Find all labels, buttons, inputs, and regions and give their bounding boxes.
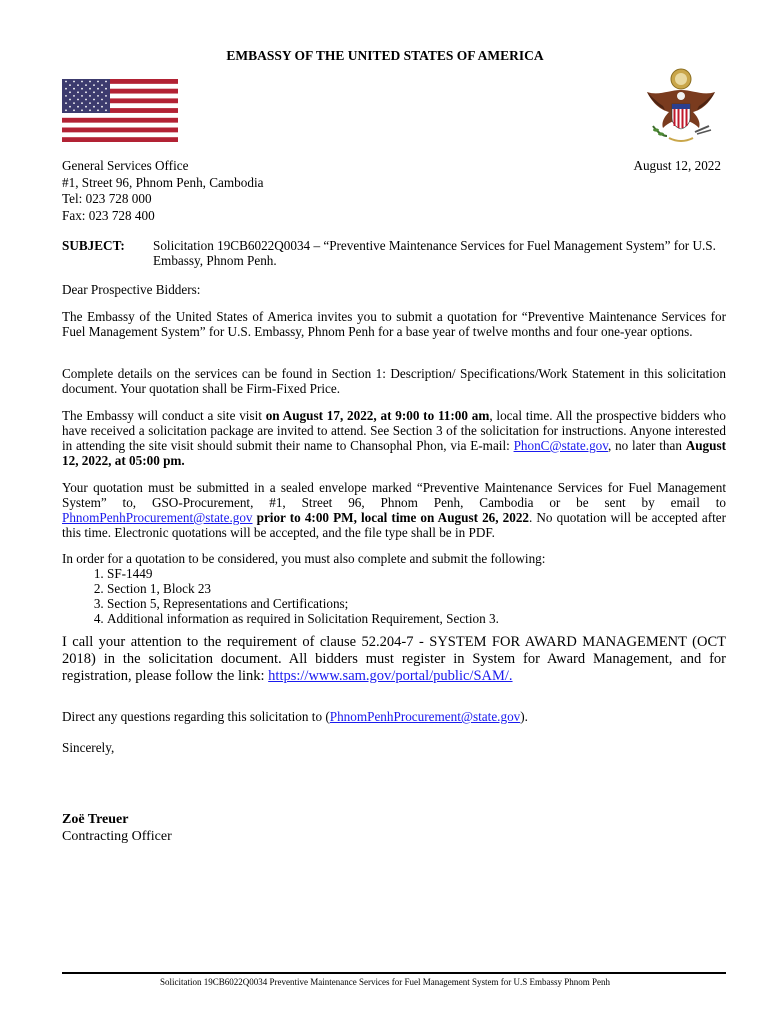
list-item: 4. Additional information as required in Solicitation Requirement, Section 3. (107, 611, 726, 626)
flag-star (85, 99, 87, 101)
registration-deadline: August 12, 2022, at 05:00 pm. (62, 438, 726, 468)
procurement-email-link[interactable]: PhnomPenhProcurement@state.gov (62, 510, 253, 525)
flag-star (105, 88, 107, 90)
flag-star (77, 106, 79, 108)
list-item: 2. Section 1, Block 23 (107, 581, 726, 596)
text: , no later than (608, 438, 686, 453)
flag-star (65, 88, 67, 90)
site-visit-date: on August 17, 2022, at 9:00 to 11:00 am (265, 408, 490, 423)
signoff: Sincerely, (62, 740, 115, 755)
paragraph-questions (62, 709, 726, 724)
flag-star (93, 106, 95, 108)
paragraph-requirements (62, 551, 726, 626)
telephone: Tel: 023 728 000 (62, 191, 152, 206)
text: ). (520, 709, 528, 724)
flag-star (73, 95, 75, 97)
great-seal-icon (639, 66, 723, 148)
letter-date: August 12, 2022 (633, 158, 721, 173)
flag-star (73, 88, 75, 90)
flag-star (101, 99, 103, 101)
flag-star (69, 91, 71, 93)
flag-star (69, 106, 71, 108)
flag-star (69, 99, 71, 101)
page-footer: Solicitation 19CB6022Q0034 Preventive Maintenance Services for Fuel Management System for U.S Embassy Phnom Penh (160, 977, 610, 987)
subject-text: Solicitation 19CB6022Q0034 – “Preventive Maintenance Services for Fuel Management System” for U.S. Embassy, Phnom Penh. (153, 238, 716, 268)
flag-star (97, 88, 99, 90)
list-item: 1. SF-1449 (107, 566, 726, 581)
paragraph-sam (62, 634, 726, 685)
us-flag-icon (62, 79, 178, 142)
flag-star (89, 95, 91, 97)
flag-star (69, 84, 71, 86)
flag-star (97, 109, 99, 111)
flag-star (97, 95, 99, 97)
flag-star (81, 102, 83, 104)
flag-star (101, 91, 103, 93)
flag-star (73, 109, 75, 111)
paragraph-site-visit (62, 408, 726, 468)
flag-star (85, 91, 87, 93)
flag-star (77, 84, 79, 86)
paragraph-submission (62, 480, 726, 540)
flag-star (101, 84, 103, 86)
text: I call your attention to the requirement of clause 52.204-7 - SYSTEM FOR AWARD MANAGEMENT (OCT 2018) in the solicitation document. All bidders must register in System for Award Management, and for registration, please follow the link: (62, 634, 726, 684)
fax: Fax: 023 728 400 (62, 207, 155, 223)
list-item: 3. Section 5, Representations and Certifications; (107, 596, 726, 611)
flag-star (81, 109, 83, 111)
flag-star (105, 95, 107, 97)
flag-star (81, 81, 83, 83)
text: The Embassy will conduct a site visit (62, 408, 266, 423)
contact-email-link[interactable]: PhonC@state.gov (513, 438, 609, 453)
flag-star (97, 102, 99, 104)
flag-star (73, 81, 75, 83)
flag-star (65, 95, 67, 97)
flag-star (89, 109, 91, 111)
flag-star (105, 81, 107, 83)
sam-link[interactable]: https://www.sam.gov/portal/public/SAM/. (268, 668, 513, 684)
requirements-list (62, 566, 726, 626)
questions-email-link[interactable]: PhnomPenhProcurement@state.gov (329, 709, 521, 724)
signatory-title: Contracting Officer (62, 829, 172, 844)
flag-star (65, 102, 67, 104)
submission-deadline: prior to 4:00 PM, local time on August 26, 2022 (252, 510, 530, 525)
flag-star (85, 106, 87, 108)
flag-star (89, 88, 91, 90)
flag-star (93, 84, 95, 86)
flag-star (73, 102, 75, 104)
flag-star (65, 81, 67, 83)
letterhead-title: EMBASSY OF THE UNITED STATES OF AMERICA (226, 48, 544, 63)
requirements-intro: In order for a quotation to be considered, you must also complete and submit the following: (62, 551, 546, 566)
flag-star (105, 109, 107, 111)
sender-address (62, 158, 382, 224)
text: . No quotation will be accepted after this time. Electronic quotations will be accepted, and the file type shall be in PDF. (62, 510, 726, 540)
flag-star (77, 99, 79, 101)
flag-star (77, 91, 79, 93)
greeting: Dear Prospective Bidders: (62, 282, 201, 297)
subject-label: SUBJECT: (62, 238, 125, 253)
flag-star (105, 102, 107, 104)
flag-star (93, 99, 95, 101)
flag-star (93, 91, 95, 93)
footer-divider (62, 972, 726, 974)
paragraph-details: Complete details on the services can be found in Section 1: Description/ Specifications/Work Statement in this solicitation document. Your quotation shall be Firm-Fixed Price. (62, 366, 726, 396)
signatory-name: Zoë Treuer (62, 812, 129, 827)
flag-star (89, 81, 91, 83)
flag-star (85, 84, 87, 86)
office-name: General Services Office (62, 158, 189, 173)
flag-star (65, 109, 67, 111)
street-address: #1, Street 96, Phnom Penh, Cambodia (62, 174, 264, 190)
flag-star (97, 81, 99, 83)
text: Your quotation must be submitted in a sealed envelope marked “Preventive Maintenance Services for Fuel Management System” to, GSO-Procurement, #1, Street 96, Phnom Penh, Cambodia or be sent by email to (62, 480, 726, 510)
flag-star (89, 102, 91, 104)
flag-star (81, 95, 83, 97)
paragraph-invitation: The Embassy of the United States of America invites you to submit a quotation for “Preventive Maintenance Services for Fuel Management System” for U.S. Embassy, Phnom Penh for a base year of twelve months and four one-year options. (62, 309, 726, 339)
text: Direct any questions regarding this solicitation to ( (62, 709, 330, 724)
text: , local time. All the prospective bidders who have received a solicitation package are invited to attend. See Section 3 of the solicitation for instructions. Anyone interested in attending the site visit should submit their name to Chansophal Phon, via E-mail: (62, 408, 726, 453)
flag-star (101, 106, 103, 108)
flag-star (81, 88, 83, 90)
